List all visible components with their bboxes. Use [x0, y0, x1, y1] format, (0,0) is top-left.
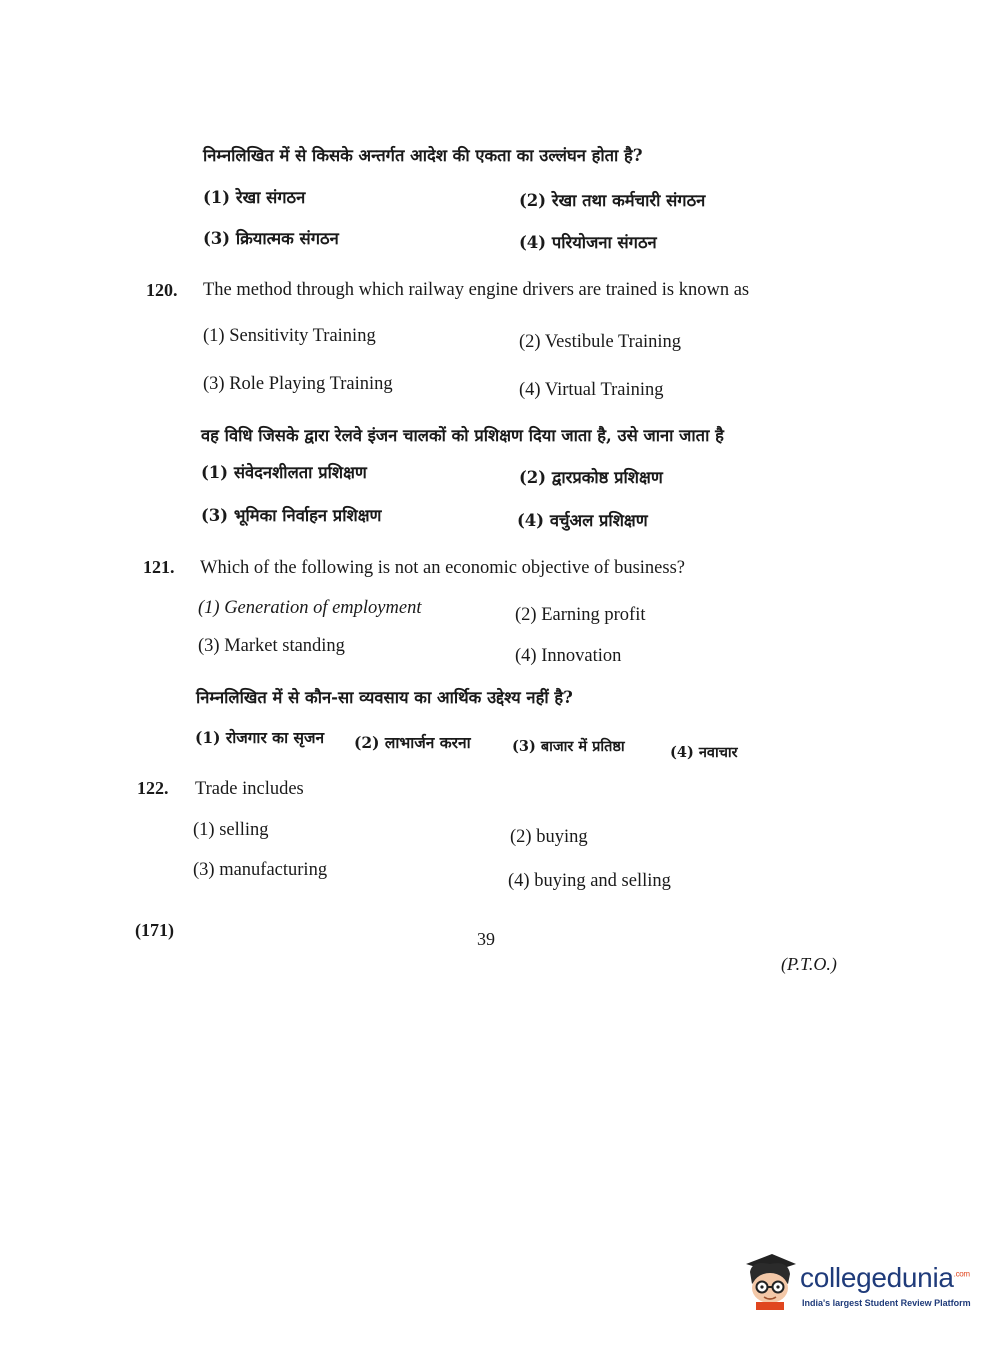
q121-option-3: (3) Market standing	[198, 636, 345, 656]
q120-option-4-hi: (4) वर्चुअल प्रशिक्षण	[517, 511, 648, 530]
q122-question: Trade includes	[195, 779, 304, 799]
q122-option-3: (3) manufacturing	[193, 860, 328, 880]
q119-option-3-hi: (3) क्रियात्मक संगठन	[203, 229, 339, 248]
q119-option-1-hi: (1) रेखा संगठन	[203, 188, 306, 207]
q119-question-hi: निम्नलिखित में से किसके अन्तर्गत आदेश की एकता का उल्लंघन होता है?	[203, 146, 643, 165]
q121-option-4: (4) Innovation	[515, 646, 622, 666]
page-number: 39	[477, 929, 495, 949]
pto-label: (P.T.O.)	[781, 954, 837, 974]
q122-option-1: (1) selling	[193, 820, 269, 840]
q121-option-4-hi: (4) नवाचार	[670, 744, 738, 761]
q122-option-2: (2) buying	[510, 827, 588, 847]
q120-option-3-hi: (3) भूमिका निर्वाहन प्रशिक्षण	[201, 506, 382, 525]
q119-option-2-hi: (2) रेखा तथा कर्मचारी संगठन	[519, 191, 706, 210]
q121-option-1-hi: (1) रोजगार का सृजन	[195, 728, 325, 747]
q119-option-4-hi: (4) परियोजना संगठन	[519, 233, 657, 252]
collegedunia-logo	[742, 1250, 972, 1310]
logo-tagline: India's largest Student Review Platform	[802, 1298, 971, 1308]
logo-name: collegedunia	[800, 1262, 954, 1293]
q120-option-1-hi: (1) संवेदनशीलता प्रशिक्षण	[201, 463, 367, 482]
q121-question: Which of the following is not an economic objective of business?	[200, 558, 685, 578]
q120-question-hi: वह विधि जिसके द्वारा रेलवे इंजन चालकों को प्रशिक्षण दिया जाता है, उसे जाना जाता है	[201, 426, 724, 445]
q121-option-2-hi: (2) लाभार्जन करना	[354, 733, 471, 752]
q121-option-3-hi: (3) बाजार में प्रतिष्ठा	[512, 738, 625, 755]
q122-option-4: (4) buying and selling	[508, 871, 671, 891]
q121-number: 121.	[143, 557, 175, 577]
q120-question: The method through which railway engine drivers are trained is known as	[203, 280, 750, 300]
q120-option-3: (3) Role Playing Training	[203, 374, 393, 394]
q120-option-4: (4) Virtual Training	[519, 380, 664, 400]
q121-option-2: (2) Earning profit	[515, 605, 646, 625]
q120-option-2-hi: (2) द्वारप्रकोष्ठ प्रशिक्षण	[519, 468, 663, 487]
paper-code: (171)	[135, 920, 174, 940]
q121-option-1: (1) Generation of employment	[198, 598, 422, 618]
q120-number: 120.	[146, 280, 178, 300]
logo-suffix: .com	[953, 1269, 970, 1279]
q120-option-2: (2) Vestibule Training	[519, 332, 682, 352]
q121-question-hi: निम्नलिखित में से कौन-सा व्यवसाय का आर्थिक उद्देश्य नहीं है?	[196, 688, 573, 707]
q122-number: 122.	[137, 778, 169, 798]
mascot-icon	[742, 1250, 798, 1310]
q120-option-1: (1) Sensitivity Training	[203, 326, 376, 346]
